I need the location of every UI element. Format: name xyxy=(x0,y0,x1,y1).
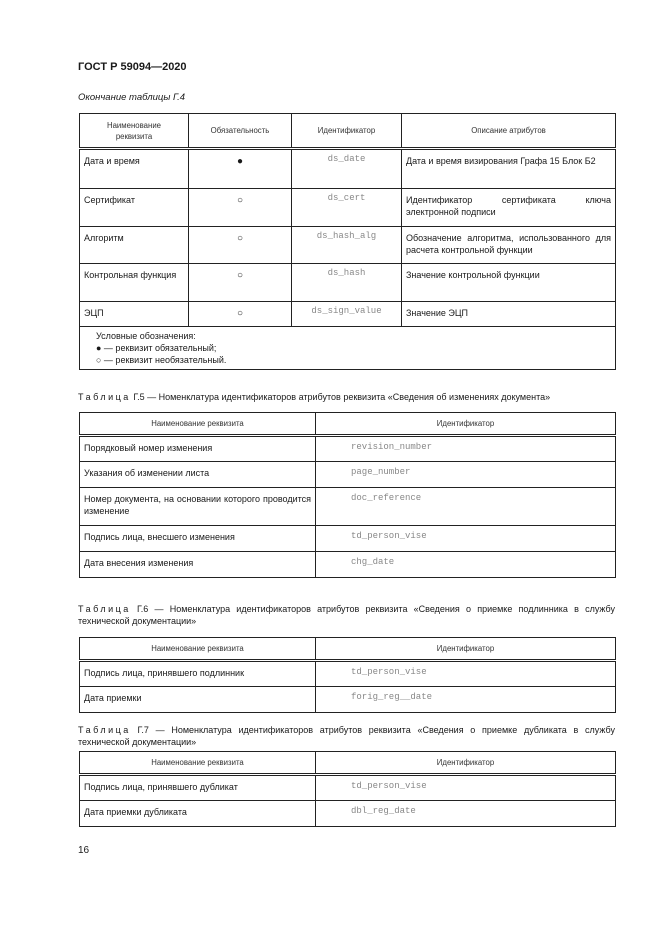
mandatory-marker: ● xyxy=(189,149,292,189)
identifier: ds_date xyxy=(292,149,402,189)
attr-name: Дата приемки дубликата xyxy=(80,801,316,827)
mandatory-marker: ○ xyxy=(189,227,292,264)
attr-name: Алгоритм xyxy=(80,227,189,264)
table-row xyxy=(80,149,616,189)
table-row xyxy=(80,526,616,552)
table-g7-caption xyxy=(78,724,615,748)
table-g4-continuation-caption: Окончание таблицы Г.4 xyxy=(78,92,186,103)
attr-name: Контрольная функция xyxy=(80,264,189,302)
column-header: Идентификатор xyxy=(292,114,402,149)
table-g4 xyxy=(79,113,616,370)
attr-name: Номер документа, на основании которого проводится изменение xyxy=(80,488,316,526)
identifier: forig_reg__date xyxy=(316,687,616,713)
caption-text: Г.7 — Номенклатура идентификаторов атрибутов реквизита «Сведения о приемке дубликата в службу технической документации» xyxy=(78,725,615,747)
attr-description: Идентификатор сертификата ключа электронной подписи xyxy=(402,189,616,227)
table-row xyxy=(80,264,616,302)
attr-name: Подпись лица, принявшего подлинник xyxy=(80,661,316,687)
identifier: ds_cert xyxy=(292,189,402,227)
attr-name: ЭЦП xyxy=(80,302,189,327)
column-header: Обязательность xyxy=(189,114,292,149)
column-header: Идентификатор xyxy=(316,413,616,436)
mandatory-marker: ○ xyxy=(189,302,292,327)
table-g5-caption xyxy=(78,391,615,403)
column-header: Идентификатор xyxy=(316,752,616,775)
caption-label: Таблица xyxy=(78,604,131,614)
attr-name: Подпись лица, принявшего дубликат xyxy=(80,775,316,801)
legend-required: ● — реквизит обязательный; xyxy=(96,343,217,353)
attr-description: Значение контрольной функции xyxy=(402,264,616,302)
table-row xyxy=(80,189,616,227)
identifier: revision_number xyxy=(316,436,616,462)
legend-title: Условные обозначения: xyxy=(96,331,196,341)
caption-label: Таблица xyxy=(78,392,131,402)
table-row xyxy=(80,552,616,578)
identifier: ds_sign_value xyxy=(292,302,402,327)
column-header: Наименование реквизита xyxy=(80,638,316,661)
attr-name: Дата внесения изменения xyxy=(80,552,316,578)
attr-description: Дата и время визирования Графа 15 Блок Б2 xyxy=(402,149,616,189)
identifier: doc_reference xyxy=(316,488,616,526)
identifier: dbl_reg_date xyxy=(316,801,616,827)
attr-description: Значение ЭЦП xyxy=(402,302,616,327)
column-header: Идентификатор xyxy=(316,638,616,661)
table-row xyxy=(80,775,616,801)
table-row xyxy=(80,462,616,488)
attr-name: Сертификат xyxy=(80,189,189,227)
document-code: ГОСТ Р 59094—2020 xyxy=(78,61,187,73)
identifier: td_person_vise xyxy=(316,526,616,552)
identifier: page_number xyxy=(316,462,616,488)
mandatory-marker: ○ xyxy=(189,264,292,302)
table-row xyxy=(80,661,616,687)
legend xyxy=(80,327,616,370)
column-header: Описание атрибутов xyxy=(402,114,616,149)
table-g5 xyxy=(79,412,616,578)
attr-name: Подпись лица, внесшего изменения xyxy=(80,526,316,552)
attr-name: Дата и время xyxy=(80,149,189,189)
attr-name: Дата приемки xyxy=(80,687,316,713)
caption-label: Таблица xyxy=(78,725,131,735)
column-header: Наименование реквизита xyxy=(80,114,189,149)
table-row xyxy=(80,436,616,462)
table-g6 xyxy=(79,637,616,713)
attr-description: Обозначение алгоритма, использованного для расчета контрольной функции xyxy=(402,227,616,264)
table-g7 xyxy=(79,751,616,827)
caption-text: Г.6 — Номенклатура идентификаторов атрибутов реквизита «Сведения о приемке подлинника в службу технической документации» xyxy=(78,604,615,626)
identifier: ds_hash_alg xyxy=(292,227,402,264)
identifier: chg_date xyxy=(316,552,616,578)
table-g6-caption xyxy=(78,603,615,627)
identifier: td_person_vise xyxy=(316,775,616,801)
column-header: Наименование реквизита xyxy=(80,752,316,775)
attr-name: Указания об изменении листа xyxy=(80,462,316,488)
attr-name: Порядковый номер изменения xyxy=(80,436,316,462)
table-row xyxy=(80,488,616,526)
identifier: ds_hash xyxy=(292,264,402,302)
table-header-row xyxy=(80,638,616,661)
mandatory-marker: ○ xyxy=(189,189,292,227)
table-row xyxy=(80,801,616,827)
identifier: td_person_vise xyxy=(316,661,616,687)
legend-row xyxy=(80,327,616,370)
table-header-row xyxy=(80,413,616,436)
table-header-row xyxy=(80,752,616,775)
table-row xyxy=(80,302,616,327)
table-header-row xyxy=(80,114,616,149)
caption-text: Г.5 — Номенклатура идентификаторов атрибутов реквизита «Сведения об изменениях документа» xyxy=(133,392,551,402)
table-row xyxy=(80,687,616,713)
table-row xyxy=(80,227,616,264)
legend-optional: ○ — реквизит необязательный. xyxy=(96,355,227,365)
column-header: Наименование реквизита xyxy=(80,413,316,436)
page-number: 16 xyxy=(78,845,90,856)
